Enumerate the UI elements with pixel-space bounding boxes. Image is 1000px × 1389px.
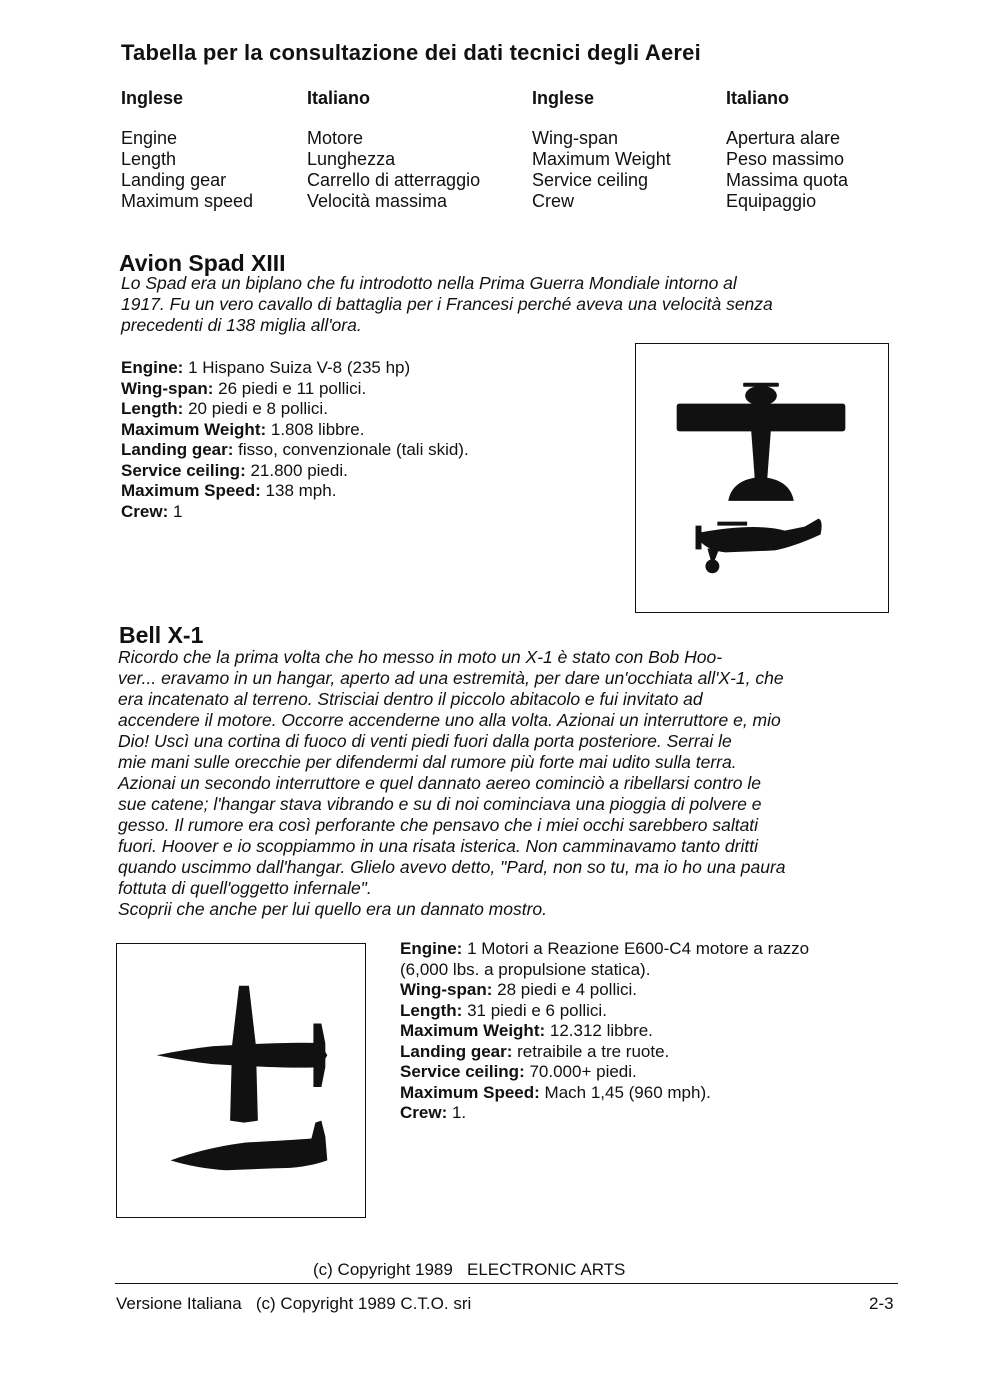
spec-label: Crew: (400, 1103, 448, 1122)
spec-row (400, 1062, 809, 1083)
spec-value: 20 piedi e 8 pollici. (188, 399, 328, 418)
spec-label: Maximum Weight: (121, 419, 267, 439)
spec-value: 21.800 piedi. (250, 460, 348, 480)
spec-label: Engine: (400, 939, 463, 958)
spec-label: Service ceiling: (400, 1062, 525, 1081)
glossary-header: Inglese (532, 88, 595, 108)
description-line: fottuta di quell'oggetto infernale". (118, 878, 372, 898)
glossary-term: Length (121, 149, 177, 169)
description-line: Azionai un secondo interruttore e quel dannato aereo cominciò a ribellarsi contro le (118, 773, 762, 793)
spec-row (121, 379, 469, 400)
spec-row (400, 1103, 809, 1124)
spec-value: 28 piedi e 4 pollici. (497, 980, 637, 999)
glossary-term: Landing gear (121, 170, 227, 190)
description-line: fuori. Hoover e io scoppiammo in una risata isterica. Non camminavamo tanto dritti (118, 836, 758, 856)
footer-credit: Versione Italiana (c) Copyright 1989 C.T.O. sri (116, 1294, 472, 1313)
spec-label: Landing gear: (121, 440, 234, 459)
glossary-term: Wing-span (532, 128, 619, 148)
spec-label: Maximum Speed: (121, 481, 261, 500)
bell-title: Bell X-1 (119, 622, 204, 648)
glossary-term: Peso massimo (726, 149, 845, 169)
spec-row (121, 461, 469, 482)
spec-row (400, 960, 809, 981)
description-line: gesso. Il rumore era così perforante che pensavo che i miei occhi sarebbero saltati (118, 815, 759, 835)
glossary-term: Crew (532, 191, 575, 211)
spec-value: 1 (172, 501, 183, 521)
spec-row (400, 980, 809, 1001)
spec-value: fisso, convenzionale (tali skid). (238, 440, 469, 459)
glossary-term: Service ceiling (532, 170, 649, 190)
description-line: accendere il motore. Occorre accenderne uno alla volta. Azionai un interruttore e, mio (118, 710, 781, 730)
spad-description (121, 273, 881, 336)
spec-value: 70.000+ piedi. (529, 1062, 637, 1081)
spec-row (400, 1042, 809, 1063)
glossary-term: Apertura alare (726, 128, 841, 148)
spec-label: Length: (400, 1000, 463, 1020)
spec-value: 1. (451, 1103, 467, 1122)
glossary-column-italian-2 (726, 128, 848, 212)
glossary-term: Lunghezza (307, 149, 396, 169)
copyright-notice: (c) Copyright 1989 ELECTRONIC ARTS (313, 1260, 626, 1279)
glossary-term: Maximum speed (121, 191, 254, 211)
spec-label: Maximum Weight: (400, 1021, 546, 1040)
spec-label: Crew: (121, 501, 169, 521)
spad-title: Avion Spad XIII (119, 250, 286, 276)
description-line: precedenti di 138 miglia all'ora. (121, 315, 362, 335)
spec-value: 1 Hispano Suiza V-8 (235 hp) (188, 358, 411, 377)
description-line: era incatenato al terreno. Strisciai dentro il piccolo abitacolo e fui invitato ad (118, 689, 703, 709)
spec-value: 12.312 libbre. (549, 1021, 653, 1040)
glossary-term: Engine (121, 128, 178, 148)
bell-specs (400, 939, 809, 1124)
spec-row (400, 1083, 809, 1104)
spec-value: 1 Motori a Reazione E600-C4 motore a razzo (467, 939, 810, 958)
spec-value: 26 piedi e 11 pollici. (218, 378, 367, 398)
glossary-term: Velocità massima (307, 191, 448, 211)
bell-silhouette-frame (116, 943, 366, 1218)
glossary-column-english-1 (121, 128, 253, 212)
spec-value: 31 piedi e 6 pollici. (467, 1000, 607, 1020)
description-line: 1917. Fu un vero cavallo di battaglia per i Francesi perché aveva una velocità senza (121, 294, 773, 314)
spec-row (121, 399, 469, 420)
spec-label: Wing-span: (121, 378, 214, 398)
spec-value: 138 mph. (265, 481, 337, 500)
spec-label: Service ceiling: (121, 460, 246, 480)
spec-row (121, 358, 469, 379)
spec-value: 1.808 libbre. (270, 419, 365, 439)
spec-value: retraibile a tre ruote. (517, 1041, 670, 1061)
glossary-term: Carrello di atterraggio (307, 170, 481, 190)
page-title: Tabella per la consultazione dei dati tecnici degli Aerei (121, 40, 701, 65)
spec-row (121, 420, 469, 441)
spec-label: Maximum Speed: (400, 1082, 540, 1102)
glossary-header: Italiano (726, 88, 790, 108)
spec-row (400, 939, 809, 960)
spec-row (400, 1001, 809, 1022)
description-line: Ricordo che la prima volta che ho messo in moto un X-1 è stato con Bob Hoo- (118, 647, 723, 667)
spec-label: Length: (121, 399, 184, 418)
spec-row (121, 502, 469, 523)
description-line: Dio! Uscì una cortina di fuoco di venti piedi fuori dalla porta posteriore. Serrai le (118, 731, 732, 751)
glossary-term: Equipaggio (726, 191, 817, 211)
spad-specs (121, 358, 469, 522)
spec-row (121, 481, 469, 502)
description-line: mie mani sulle orecchie per difendermi dal rumore più forte mai udito sulla terra. (118, 752, 737, 772)
spec-label: Wing-span: (400, 980, 493, 999)
description-line: Lo Spad era un biplano che fu introdotto nella Prima Guerra Mondiale intorno al (121, 273, 737, 293)
spec-row (400, 1021, 809, 1042)
spec-value: (6,000 lbs. a propulsione statica). (400, 959, 651, 979)
description-line: sue catene; l'hangar stava vibrando e su di noi cominciava una pioggia di polvere e (118, 794, 762, 814)
page-number: 2-3 (869, 1294, 894, 1313)
glossary-column-italian-1 (307, 128, 480, 212)
glossary-header: Italiano (307, 88, 371, 108)
glossary-term: Maximum Weight (532, 149, 671, 169)
spec-label: Landing gear: (400, 1041, 513, 1061)
description-line: quando uscimmo dall'hangar. Glielo avevo detto, "Pard, non so tu, ma io ho una paura (118, 857, 786, 877)
spec-label: Engine: (121, 358, 184, 377)
bell-description (118, 647, 898, 920)
spec-row (121, 440, 469, 461)
footer-divider (115, 1283, 898, 1284)
glossary-term: Motore (307, 128, 364, 148)
spec-value: Mach 1,45 (960 mph). (544, 1082, 711, 1102)
description-line: Scoprii che anche per lui quello era un dannato mostro. (118, 899, 548, 919)
glossary-column-english-2 (532, 128, 671, 212)
spad-biplane-silhouette-icon (636, 344, 888, 612)
spad-silhouette-frame (635, 343, 889, 613)
description-line: ver... eravamo in un hangar, aperto ad una estremità, per dare un'occhiata all'X-1, che (118, 668, 784, 688)
glossary-header: Inglese (121, 88, 184, 108)
bell-x1-silhouette-icon (117, 944, 365, 1217)
glossary-term: Massima quota (726, 170, 849, 190)
